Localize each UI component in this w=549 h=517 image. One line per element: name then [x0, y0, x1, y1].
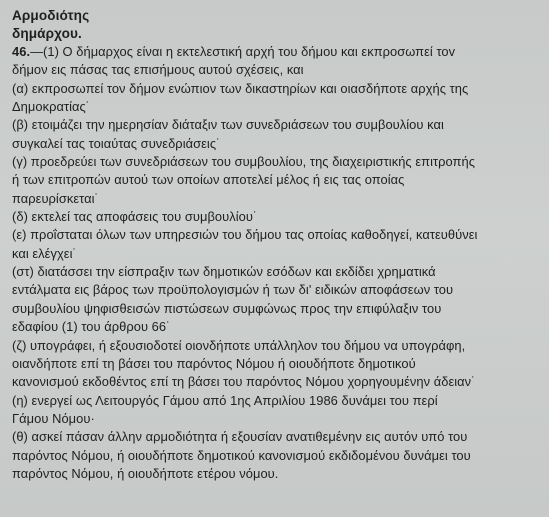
heading-line-2: δημάρχου.	[12, 26, 82, 41]
text-line: παρευρίσκεται˙	[12, 190, 99, 206]
text-line: (γ) προεδρεύει των συνεδριάσεων του συμβουλίου, της διαχειριστικής επιτροπής	[12, 154, 475, 170]
text-line: (α) εκπροσωπεί τον δήμον ενώπιον των δικαστηρίων και οιασδήποτε αρχής της	[12, 80, 469, 96]
article-body	[12, 43, 537, 483]
article-first-line	[12, 43, 537, 61]
text-line: οιανδήποτε επί τη βάσει του παρόντος Νόμου ή οιουδήποτε δημοτικού	[12, 355, 416, 371]
text-line: παρόντος Νόμου, ή οιουδήποτε δημοτικού κανονισμού εκδιδομένου δυνάμει του	[12, 447, 471, 463]
text-line: δήμον εις πάσας τας επισήμους αυτού σχέσεις, και	[12, 62, 304, 78]
text-line: (ζ) υπογράφει, ή εξουσιοδοτεί οιονδήποτε υπάλληλον του δήμου να υπογράφη,	[12, 337, 466, 353]
text-line: (β) ετοιμάζει την ημερησίαν διάταξιν των συνεδριάσεων του συμβουλίου και	[12, 117, 444, 133]
text-line: κανονισμού εκδοθέντος επί τη βάσει του παρόντος Νόμου χορηγουμένην άδειαν˙	[12, 374, 476, 390]
article-first-line-text: —(1) Ο δήμαρχος είναι η εκτελεστική αρχή του δήμου και εκπροσωπεί τοv	[30, 44, 456, 59]
text-line: Δημοκρατίας˙	[12, 99, 91, 115]
text-line: (δ) εκτελεί τας αποφάσεις του συμβουλίου˙	[12, 209, 258, 225]
article-number: 46.	[12, 44, 31, 59]
text-line: (ε) προΐσταται όλων των υπηρεσιών του δήμου τας οποίας καθοδηγεί, κατευθύνει	[12, 227, 478, 243]
text-line: (στ) διατάσσει την είσπραξιν των δημοτικών εσόδων και εκδίδει χρηματικά	[12, 264, 436, 280]
text-line: (η) ενεργεί ως Λειτουργός Γάμου από 1ης Απριλίου 1986 δυνάμει του περί	[12, 392, 438, 408]
text-line: ή των επιτροπών αυτού των οποίων αποτελεί μέλος ή εις τας οποίας	[12, 172, 405, 188]
text-line: Γάμου Νόμου·	[12, 410, 95, 426]
text-line: (θ) ασκεί πάσαν άλλην αρμοδιότητα ή εξουσίαν ανατιθεμένην εις αυτόν υπό του	[12, 429, 468, 445]
text-line: εδαφίου (1) του άρθρου 66˙	[12, 319, 171, 335]
text-line: εντάλματα εις βάρος των προϋπολογισμών ή των δι' ειδικών αποφάσεων του	[12, 282, 454, 298]
marginal-heading	[12, 7, 537, 43]
text-line: συμβουλίου ψηφισθεισών πιστώσεων συμφώνως προς την επιφύλαξιν του	[12, 300, 442, 316]
text-line: και ελέγχει˙	[12, 245, 77, 261]
heading-line-1: Αρμοδιότης	[12, 8, 90, 23]
text-line: συγκαλεί τας τοιαύτας συνεδριάσεις˙	[12, 135, 221, 151]
text-line: παρόντος Νόμου, ή οιουδήποτε ετέρου νόμου.	[12, 465, 279, 481]
